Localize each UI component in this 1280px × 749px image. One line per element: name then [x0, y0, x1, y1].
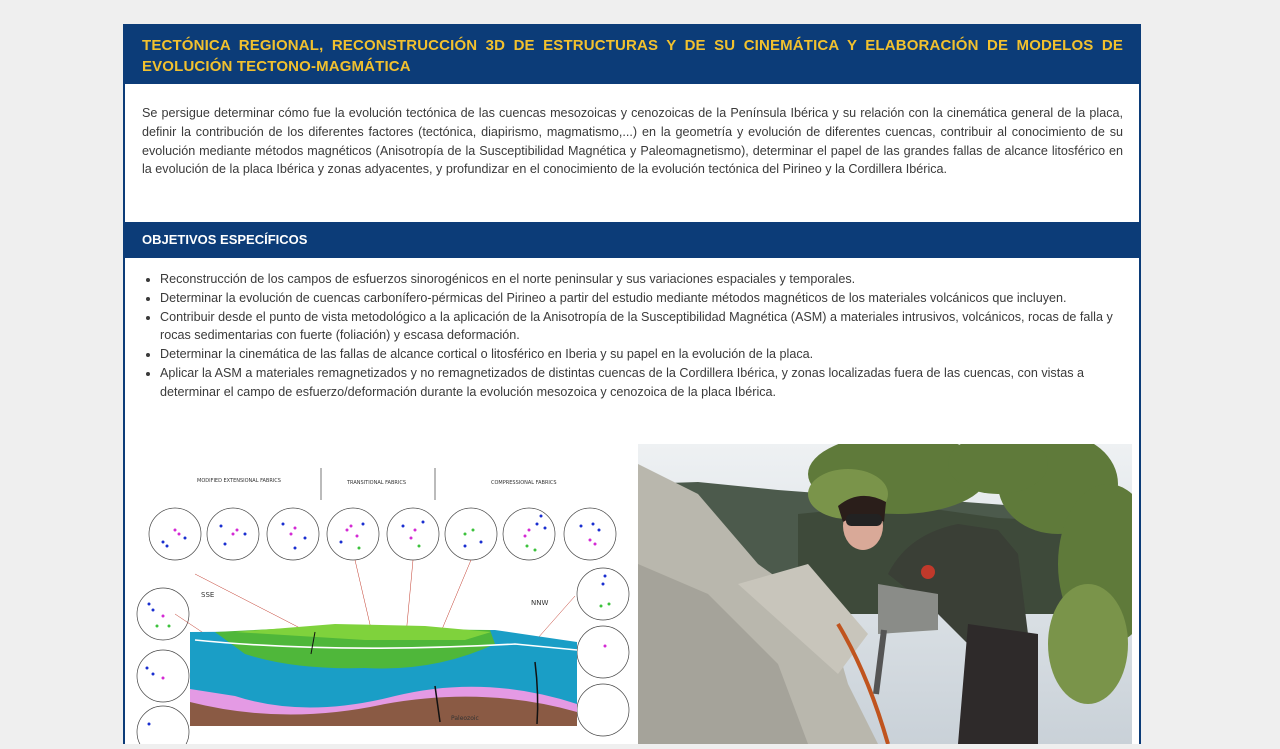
list-item: • Contribuir desde el punto de vista metodológico a la aplicación de la Anisotropía de la Susceptibilidad Magnética (ASM) a materiales intrusivos, volcánicos, rocas de falla y rocas sedimentarias con fuerte (foliación) y escasa deformación.	[160, 308, 1129, 346]
list-item: • Reconstrucción de los campos de esfuerzos sinorogénicos en el norte peninsular y sus variaciones espaciales y temporales.	[160, 270, 1129, 289]
figures-row	[135, 444, 1135, 744]
cross-section-layers	[190, 624, 577, 726]
section-title: TECTÓNICA REGIONAL, RECONSTRUCCIÓN 3D DE ESTRUCTURAS Y DE SU CINEMÁTICA Y ELABORACIÓN DE MODELOS DE EVOLUCIÓN TECTONO-MAGMÁTICA	[142, 37, 1123, 75]
label-sse: SSE	[201, 591, 215, 599]
list-item: • Determinar la evolución de cuencas carbonífero-pérmicas del Pirineo a partir del estudio mediante métodos magnéticos de los materiales volcánicos que incluyen.	[160, 289, 1129, 308]
objectives-list	[125, 258, 1139, 402]
label-paleozoic: Paleozoic	[451, 715, 479, 722]
section-intro: Se persigue determinar cómo fue la evolución tectónica de las cuencas mesozoicas y cenozoicas de la Península Ibérica y su relación con la cinemática general de la placa, definir la contribución de los diferentes factores (tectónica, diapirismo, magmatismo,...) en la geometría y evolución de diferentes cuencas, contribuir al conocimiento de su evolución mediante métodos magnéticos (Anisotropía de la Susceptibilidad Magnética y Paleomagnetismo), determinar el papel de las grandes fallas de alcance litosférico en la evolución de la placa Ibérica y zonas adyacentes, y profundizar en el conocimiento de la evolución tectónica del Pirineo y la Cordillera Ibérica.	[142, 106, 1123, 177]
objectives-title: OBJETIVOS ESPECÍFICOS	[142, 232, 308, 247]
label-extensional: MODIFIED EXTENSIONAL FABRICS	[197, 478, 281, 484]
section-header	[125, 26, 1139, 84]
stereonet-row-top	[149, 508, 616, 560]
research-section-card	[123, 24, 1141, 744]
list-item: • Determinar la cinemática de las fallas de alcance cortical o litosférico en Iberia y su papel en la evolución de la placa.	[160, 345, 1129, 364]
stereonet-column-left	[137, 588, 189, 744]
list-item: • Aplicar la ASM a materiales remagnetizados y no remagnetizados de distintas cuencas de la Cordillera Ibérica, y zonas localizadas fuera de las cuencas, con vistas a determinar el campo de esfuerzo/deformación durante la evolución mesozoica y cenozoica de la placa Ibérica.	[160, 364, 1129, 402]
label-compressional: COMPRESSIONAL FABRICS	[491, 480, 557, 486]
label-transitional: TRANSITIONAL FABRICS	[347, 480, 407, 486]
objectives-header	[125, 222, 1139, 258]
label-nnw: NNW	[531, 599, 549, 607]
field-photo-svg	[638, 444, 1132, 744]
cross-section-diagram	[135, 464, 633, 744]
stereonet-column-right	[577, 568, 629, 736]
field-photo	[638, 444, 1132, 744]
cross-section-svg	[135, 464, 633, 744]
